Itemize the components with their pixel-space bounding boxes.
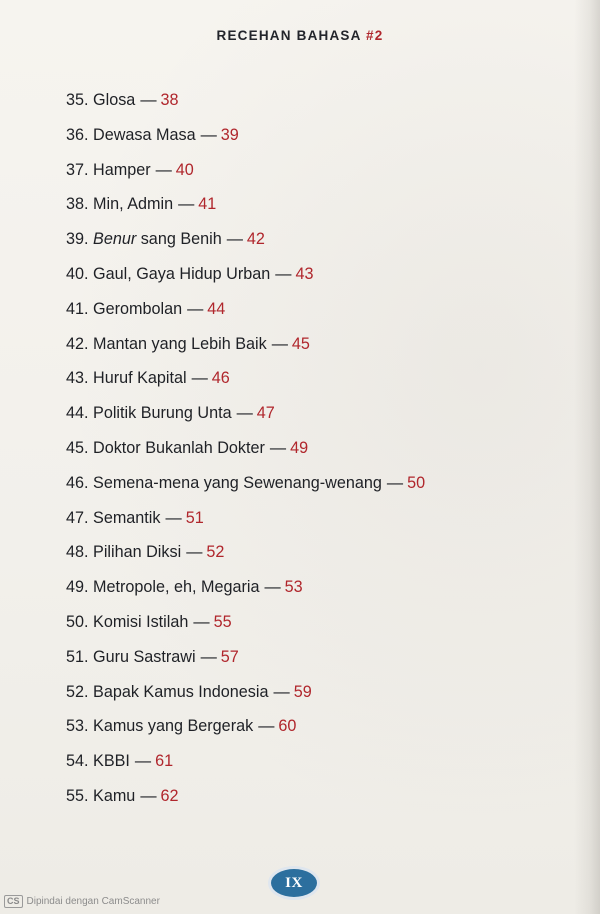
toc-entry-title: KBBI: [93, 752, 130, 771]
toc-entry-page-number: 62: [160, 786, 179, 805]
toc-entry-number: 52.: [66, 682, 89, 701]
toc-entry-number: 45.: [66, 438, 89, 457]
toc-entry-number: 39.: [66, 230, 89, 249]
toc-entry-dash: —: [187, 299, 204, 318]
toc-entry-page-number: 43: [295, 264, 314, 283]
toc-entry-title-suffix: sang Benih: [136, 230, 222, 249]
toc-entry-number: 40.: [66, 264, 89, 283]
toc-entry-number: 41.: [66, 299, 89, 318]
running-header-text: RECEHAN BAHASA: [216, 28, 367, 43]
toc-entry-page-number: 52: [206, 543, 225, 562]
toc-entry-title: Dewasa Masa: [93, 125, 196, 144]
toc-entry-number: 44.: [66, 404, 89, 423]
toc-entry-dash: —: [269, 438, 287, 457]
toc-entry: [66, 680, 425, 715]
toc-entry-dash: —: [193, 612, 210, 631]
toc-entry-title: Kamu: [93, 786, 136, 805]
toc-entry-dash: —: [273, 682, 290, 701]
toc-entry-page-number: 42: [246, 230, 265, 249]
running-header-number: #2: [366, 28, 384, 43]
toc-entry-title: Metropole, eh, Megaria: [93, 578, 260, 597]
toc-entry-dash: —: [178, 195, 195, 214]
toc-entry: [66, 366, 425, 401]
toc-entry: [66, 575, 425, 610]
toc-entry-dash: —: [236, 404, 253, 423]
table-of-contents: [66, 88, 425, 819]
toc-entry-page-number: 46: [211, 369, 230, 388]
toc-entry: [66, 262, 425, 297]
toc-entry-title: Glosa: [93, 91, 136, 109]
toc-entry-page-number: 40: [175, 160, 194, 179]
running-header: [0, 28, 600, 43]
toc-entry: [66, 158, 425, 193]
toc-entry-number: 43.: [66, 369, 89, 388]
toc-entry-dash: —: [165, 508, 182, 527]
toc-entry-dash: —: [191, 369, 208, 388]
toc-entry: [66, 88, 425, 123]
toc-entry-title: Pilihan Diksi: [93, 543, 182, 562]
toc-entry-dash: —: [140, 91, 157, 109]
toc-entry-number: 51.: [66, 647, 89, 666]
toc-entry: [66, 749, 425, 784]
toc-entry: [66, 506, 425, 541]
toc-entry-title: Doktor Bukanlah Dokter: [93, 438, 265, 457]
toc-entry-title: Kamus yang Bergerak: [93, 717, 254, 736]
toc-entry-number: 47.: [66, 508, 89, 527]
toc-entry-title: Benur: [93, 230, 137, 249]
toc-entry-title: Huruf Kapital: [93, 369, 187, 388]
toc-entry-page-number: 47: [256, 404, 275, 423]
toc-entry-dash: —: [386, 473, 404, 492]
toc-entry: [66, 192, 425, 227]
toc-entry: [66, 784, 425, 819]
watermark-text: Dipindai dengan CamScanner: [26, 896, 160, 907]
toc-entry-page-number: 45: [291, 334, 310, 353]
toc-entry-title: Guru Sastrawi: [93, 647, 196, 666]
toc-entry-page-number: 50: [407, 473, 426, 492]
toc-entry-dash: —: [140, 786, 157, 805]
toc-entry-number: 37.: [66, 160, 89, 179]
page-edge-shadow: [574, 0, 600, 914]
toc-entry-number: 48.: [66, 543, 89, 562]
toc-entry-title: Min, Admin: [93, 195, 174, 214]
toc-entry-dash: —: [200, 125, 217, 144]
toc-entry-number: 36.: [66, 125, 89, 144]
toc-entry-page-number: 57: [220, 647, 239, 666]
toc-entry-title: Bapak Kamus Indonesia: [93, 682, 269, 701]
scanner-watermark: [4, 895, 160, 908]
toc-entry: [66, 227, 425, 262]
toc-entry: [66, 610, 425, 645]
toc-entry-number: 46.: [66, 473, 89, 492]
toc-entry: [66, 332, 425, 367]
toc-entry-dash: —: [186, 543, 203, 562]
toc-entry-dash: —: [258, 717, 275, 736]
toc-entry: [66, 123, 425, 158]
toc-entry-dash: —: [200, 647, 217, 666]
toc-entry-number: 42.: [66, 334, 89, 353]
toc-entry-title: Gerombolan: [93, 299, 183, 318]
toc-entry-number: 53.: [66, 717, 89, 736]
toc-entry-page-number: 55: [213, 612, 232, 631]
toc-entry-title: Gaul, Gaya Hidup Urban: [93, 264, 271, 283]
toc-entry-page-number: 51: [185, 508, 204, 527]
toc-entry-page-number: 53: [284, 578, 303, 597]
toc-entry-dash: —: [134, 752, 152, 771]
toc-entry-page-number: 41: [198, 195, 217, 214]
toc-entry-title: Semantik: [93, 508, 161, 527]
camscanner-logo-icon: CS: [4, 895, 23, 908]
toc-entry: [66, 471, 425, 506]
toc-entry-number: 49.: [66, 578, 89, 597]
page-number-badge: [268, 866, 320, 900]
toc-entry-dash: —: [271, 334, 288, 353]
toc-entry-number: 50.: [66, 612, 89, 631]
toc-entry-page-number: 59: [293, 682, 312, 701]
toc-entry-page-number: 49: [290, 438, 309, 457]
toc-entry-page-number: 61: [155, 752, 174, 771]
toc-entry: [66, 436, 425, 471]
toc-entry-page-number: 44: [207, 299, 226, 318]
toc-entry-title: Komisi Istilah: [93, 612, 189, 631]
toc-entry-dash: —: [155, 160, 172, 179]
toc-entry-number: 55.: [66, 786, 89, 805]
toc-entry-title: Mantan yang Lebih Baik: [93, 334, 267, 353]
toc-entry: [66, 540, 425, 575]
toc-entry-page-number: 39: [220, 125, 239, 144]
toc-entry-number: 38.: [66, 195, 89, 214]
toc-entry-dash: —: [226, 230, 243, 249]
toc-entry-page-number: 60: [278, 717, 297, 736]
toc-entry: [66, 297, 425, 332]
toc-entry: [66, 401, 425, 436]
toc-entry-page-number: 38: [160, 91, 179, 109]
toc-entry-title: Politik Burung Unta: [93, 404, 232, 423]
toc-entry-number: 35.: [66, 91, 89, 109]
toc-entry-dash: —: [275, 264, 292, 283]
toc-entry: [66, 714, 425, 749]
page-number: IX: [285, 874, 303, 891]
toc-entry-title: Semena-mena yang Sewenang-wenang: [93, 473, 382, 492]
toc-entry: [66, 645, 425, 680]
toc-entry-dash: —: [264, 578, 281, 597]
toc-entry-number: 54.: [66, 752, 89, 771]
toc-entry-title: Hamper: [93, 160, 151, 179]
